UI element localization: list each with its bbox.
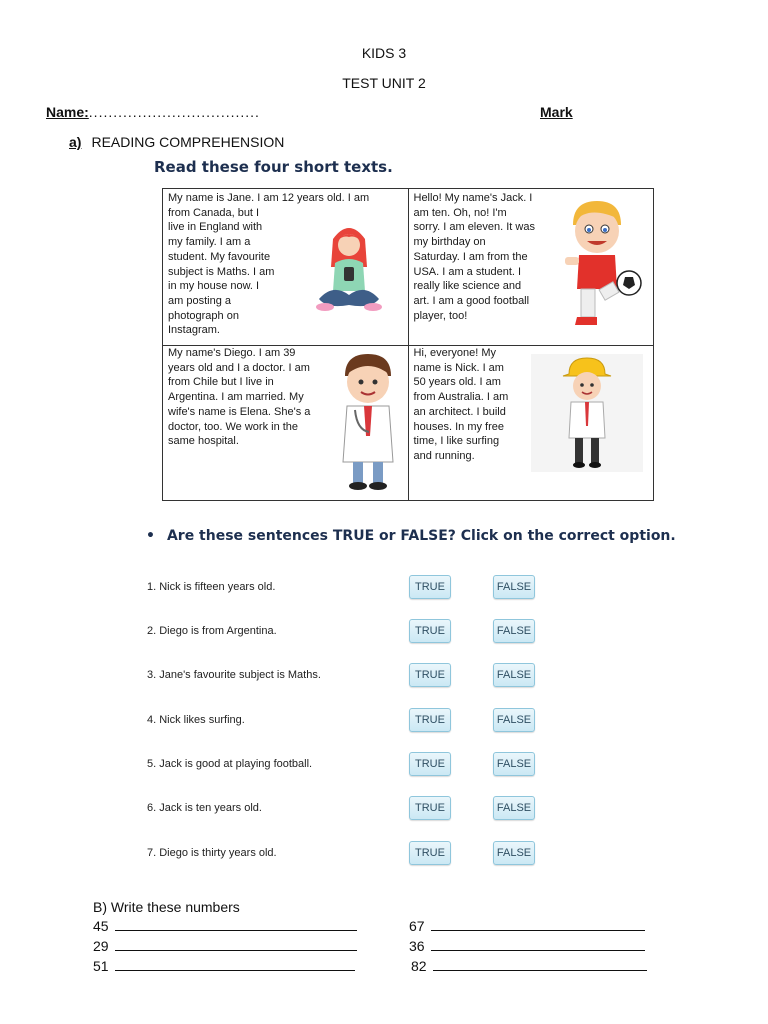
text-cell-jane — [163, 189, 409, 346]
true-button-4[interactable]: TRUE — [409, 708, 451, 732]
false-button-4[interactable]: FALSE — [493, 708, 535, 732]
name-dots: ................................... — [88, 104, 260, 120]
number-row-82 — [411, 958, 647, 974]
question-1: 1. Nick is fifteen years old. — [147, 581, 276, 593]
number-82: 82 — [411, 958, 427, 974]
question-2: 2. Diego is from Argentina. — [147, 625, 277, 637]
jane-text: My name is Jane. I am 12 years old. I am from Canada, but I live in England with my family. I am a student. My favourite subject is Maths. I am in my house now. I am posting a photograph on Instagram. — [168, 192, 370, 337]
nick-text: Hi, everyone! My name is Nick. I am 50 years old. I am from Australia. I am an architect. I build houses. In my free time, I like surfing and running. — [413, 347, 509, 462]
test-title: KIDS 3 — [361, 45, 407, 61]
jane-illustration — [311, 219, 387, 317]
number-36: 36 — [409, 938, 425, 954]
false-button-3[interactable]: FALSE — [493, 663, 535, 687]
section-a-title: READING COMPREHENSION — [91, 134, 285, 150]
tf-instruction: Are these sentences TRUE or FALSE? Click on the correct option. — [166, 528, 676, 544]
question-6: 6. Jack is ten years old. — [147, 802, 262, 814]
true-button-7[interactable]: TRUE — [409, 841, 451, 865]
bullet-icon: • — [146, 528, 155, 544]
answer-line-45[interactable] — [115, 919, 357, 931]
false-button-7[interactable]: FALSE — [493, 841, 535, 865]
true-button-2[interactable]: TRUE — [409, 619, 451, 643]
section-b-heading: B) Write these numbers — [93, 899, 240, 915]
answer-line-51[interactable] — [115, 959, 355, 971]
number-row-45 — [93, 918, 357, 934]
question-7: 7. Diego is thirty years old. — [147, 847, 277, 859]
section-a-heading — [69, 134, 284, 150]
number-51: 51 — [93, 958, 109, 974]
number-45: 45 — [93, 918, 109, 934]
number-row-51 — [93, 958, 355, 974]
number-row-67 — [409, 918, 645, 934]
question-3: 3. Jane's favourite subject is Maths. — [147, 669, 321, 681]
reading-instruction: Read these four short texts. — [154, 158, 393, 176]
answer-line-67[interactable] — [431, 919, 645, 931]
name-row — [46, 104, 260, 122]
diego-text: My name's Diego. I am 39 years old and I a doctor. I am from Chile but I live in Argentina. I am married. My wife's name is Elena. She's a doctor, too. We work in the same hospital. — [168, 347, 311, 448]
tf-heading — [146, 528, 676, 544]
true-button-5[interactable]: TRUE — [409, 752, 451, 776]
section-a-letter: a) — [69, 134, 82, 150]
test-subtitle: TEST UNIT 2 — [342, 75, 426, 91]
text-cell-jack — [408, 189, 654, 346]
answer-line-36[interactable] — [431, 939, 645, 951]
reading-texts-table — [162, 188, 654, 501]
number-29: 29 — [93, 938, 109, 954]
false-button-1[interactable]: FALSE — [493, 575, 535, 599]
text-cell-diego — [163, 346, 409, 501]
question-4: 4. Nick likes surfing. — [147, 714, 245, 726]
number-67: 67 — [409, 918, 425, 934]
question-5: 5. Jack is good at playing football. — [147, 758, 313, 770]
answer-line-29[interactable] — [115, 939, 357, 951]
jack-text: Hello! My name's Jack. I am ten. Oh, no! I'm sorry. I am eleven. It was my birthday on Saturday. I am from the USA. I am a student. I really like science and art. I am a good football player, too! — [413, 192, 535, 322]
true-button-6[interactable]: TRUE — [409, 796, 451, 820]
true-button-3[interactable]: TRUE — [409, 663, 451, 687]
false-button-5[interactable]: FALSE — [493, 752, 535, 776]
answer-line-82[interactable] — [433, 959, 647, 971]
jack-illustration — [559, 199, 645, 337]
nick-illustration — [531, 354, 643, 472]
name-label: Name: — [46, 104, 89, 120]
mark-label: Mark — [540, 104, 573, 120]
false-button-6[interactable]: FALSE — [493, 796, 535, 820]
text-cell-nick — [408, 346, 654, 501]
diego-illustration — [333, 352, 403, 494]
false-button-2[interactable]: FALSE — [493, 619, 535, 643]
number-row-29 — [93, 938, 357, 954]
number-row-36 — [409, 938, 645, 954]
true-button-1[interactable]: TRUE — [409, 575, 451, 599]
